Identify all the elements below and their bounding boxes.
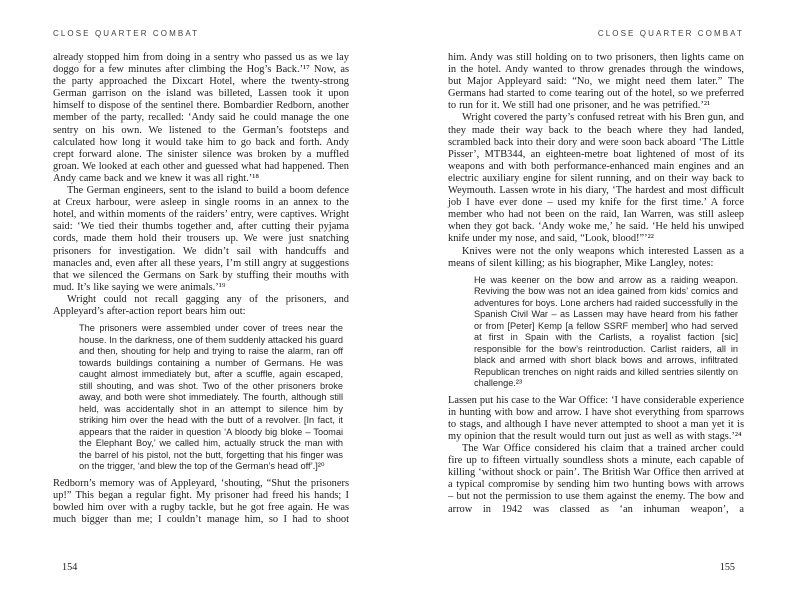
paragraph: The War Office considered his claim that a trained archer could fire up to fifteen virtually soundless shots a minute, each capable of killing ‘without shock or pain’. The British War Office then arrived at a typical compromise by sending him two hunting bows with arrows – but not the permission to use them against the enemy. The bow and arrow in 1942 was classed as ‘an inhuman weapon’, a (448, 443, 744, 515)
paragraph: Wright could not recall gagging any of the prisoners, and Appleyard’s after-action report bears him out: (53, 293, 349, 317)
paragraph: him. Andy was still holding on to two prisoners, then lights came on in the hotel. Andy wanted to throw grenades through the windows, but Major Appleyard said: “No, we might need them later.” The Germans had started to come tearing out of the hotel, so we preferred to run for it. We still had one prisoner, and he was petrified.’²¹ (448, 52, 744, 112)
page-left (53, 0, 349, 600)
page-number: 154 (62, 562, 78, 573)
page-right (448, 0, 744, 600)
block-quote: The prisoners were assembled under cover of trees near the house. In the darkness, one of them suddenly attacked his guard and then, shouting for help and trying to raise the alarm, ran off towards buildings containing a number of Germans. He was caught almost immediately but, after a scuffle, again escaped, still shouting, and was shot. Two of the other prisoners broke away, and both were shot immediately. The fourth, although still held, was accidentally shot in an attempt to silence him by striking him over the head with the butt of a revolver. [In fact, it appears that the raider in question ‘A bloody big bloke – Toomai the Elephant Boy,’ we called him, actually struck the man with the barrel of his pistol, not the butt, forgetting that his finger was on the trigger, ‘and blew the top of the German’s head off’.]²⁰ (79, 323, 343, 472)
page-body (53, 52, 349, 526)
paragraph: already stopped him from doing in a sentry who passed us as we lay doggo for a few minutes after climbing the Hog’s Back.’¹⁷ Now, as the party approached the Dixcart Hotel, where the twenty-strong German garrison on the island was billeted, Lassen took it upon himself to dispose of the sentinel there. Bombardier Redborn, another member of the party, recalled: ‘Andy said he could manage the one sentry on his own. We listened to the German’s footsteps and calculated how long it would take him to go back and forth. Andy crept forward alone. The sinister silence was broken by a muffled groan. We looked at each other and guessed what had happened. Then Andy came back and we knew it was all right.’¹⁸ (53, 52, 349, 184)
page-number: 155 (719, 562, 735, 573)
paragraph: Lassen put his case to the War Office: ‘I have considerable experience in hunting with bow and arrow. I have shot everything from sparrows to stags, and although I have never attempted to shoot a man yet it is my opinion that the result would turn out just as well as with stags.’²⁴ (448, 394, 745, 442)
block-quote: He was keener on the bow and arrow as a raiding weapon. Reviving the bow was not an idea gained from kids’ comics and adventures for boys. Lone archers had raided successfully in the Spanish Civil War – as Lassen may have heard from his father or from [Peter] Kemp [a fellow SSRF member] who had served at first in Spain with the Carlists, a royalist faction [sic] responsible for the bow’s reintroduction. Carlist raiders, all in black and armed with short black bows and arrows, infiltrated Republican trenches on night raids and killed sentries silently on challenge.²³ (474, 274, 738, 389)
paragraph: The German engineers, sent to the island to build a boom defence at Creux harbour, were asleep in single rooms in an annex to the hotel, and within moments of the raiders’ entry, were captives. Wright said: ‘We tied their thumbs together and, after cutting their pyjama cords, made them hold their trousers up. We were just snatching prisoners for investigation. We didn’t sail with handcuffs and manacles and, even after all these years, I’m still angry at suggestions that we silenced the Germans on Sark by stuffing their mouths with mud. It’s like saying we were animals.’¹⁹ (53, 185, 349, 293)
page-body (448, 52, 744, 516)
paragraph: Knives were not the only weapons which interested Lassen as a means of silent killing; as his biographer, Mike Langley, notes: (448, 245, 744, 269)
running-head: CLOSE QUARTER COMBAT (597, 29, 744, 38)
running-head: CLOSE QUARTER COMBAT (53, 29, 200, 38)
paragraph: Redborn’s memory was of Appleyard, ‘shouting, “Shut the prisoners up!” This began a regular fight. My prisoner had freed his hands; I bowled him over with a rugby tackle, but he got free again. He was much bigger than me; I couldn’t manage him, so I had to shoot (53, 477, 349, 525)
paragraph: Wright covered the party’s confused retreat with his Bren gun, and they made their way back to the beach where they had landed, scrambled back into their dory and were soon back aboard ‘The Little Pisser’, MTB344, an eighteen-metre boat lightened of most of its weapons and with both performance-enhanced main engines and an electric auxiliary engine for silent running, and on their way back to Weymouth. Lassen wrote in his diary, ‘The hardest and most difficult job I have ever done – used my knife for the first time.’ A force member who had not been on the raid, Ian Warren, was still asleep when they got back. ‘Andy woke me,’ he said. ‘He held his unwiped knife under my nose, and said, “Look, blood!”’²² (448, 112, 744, 245)
